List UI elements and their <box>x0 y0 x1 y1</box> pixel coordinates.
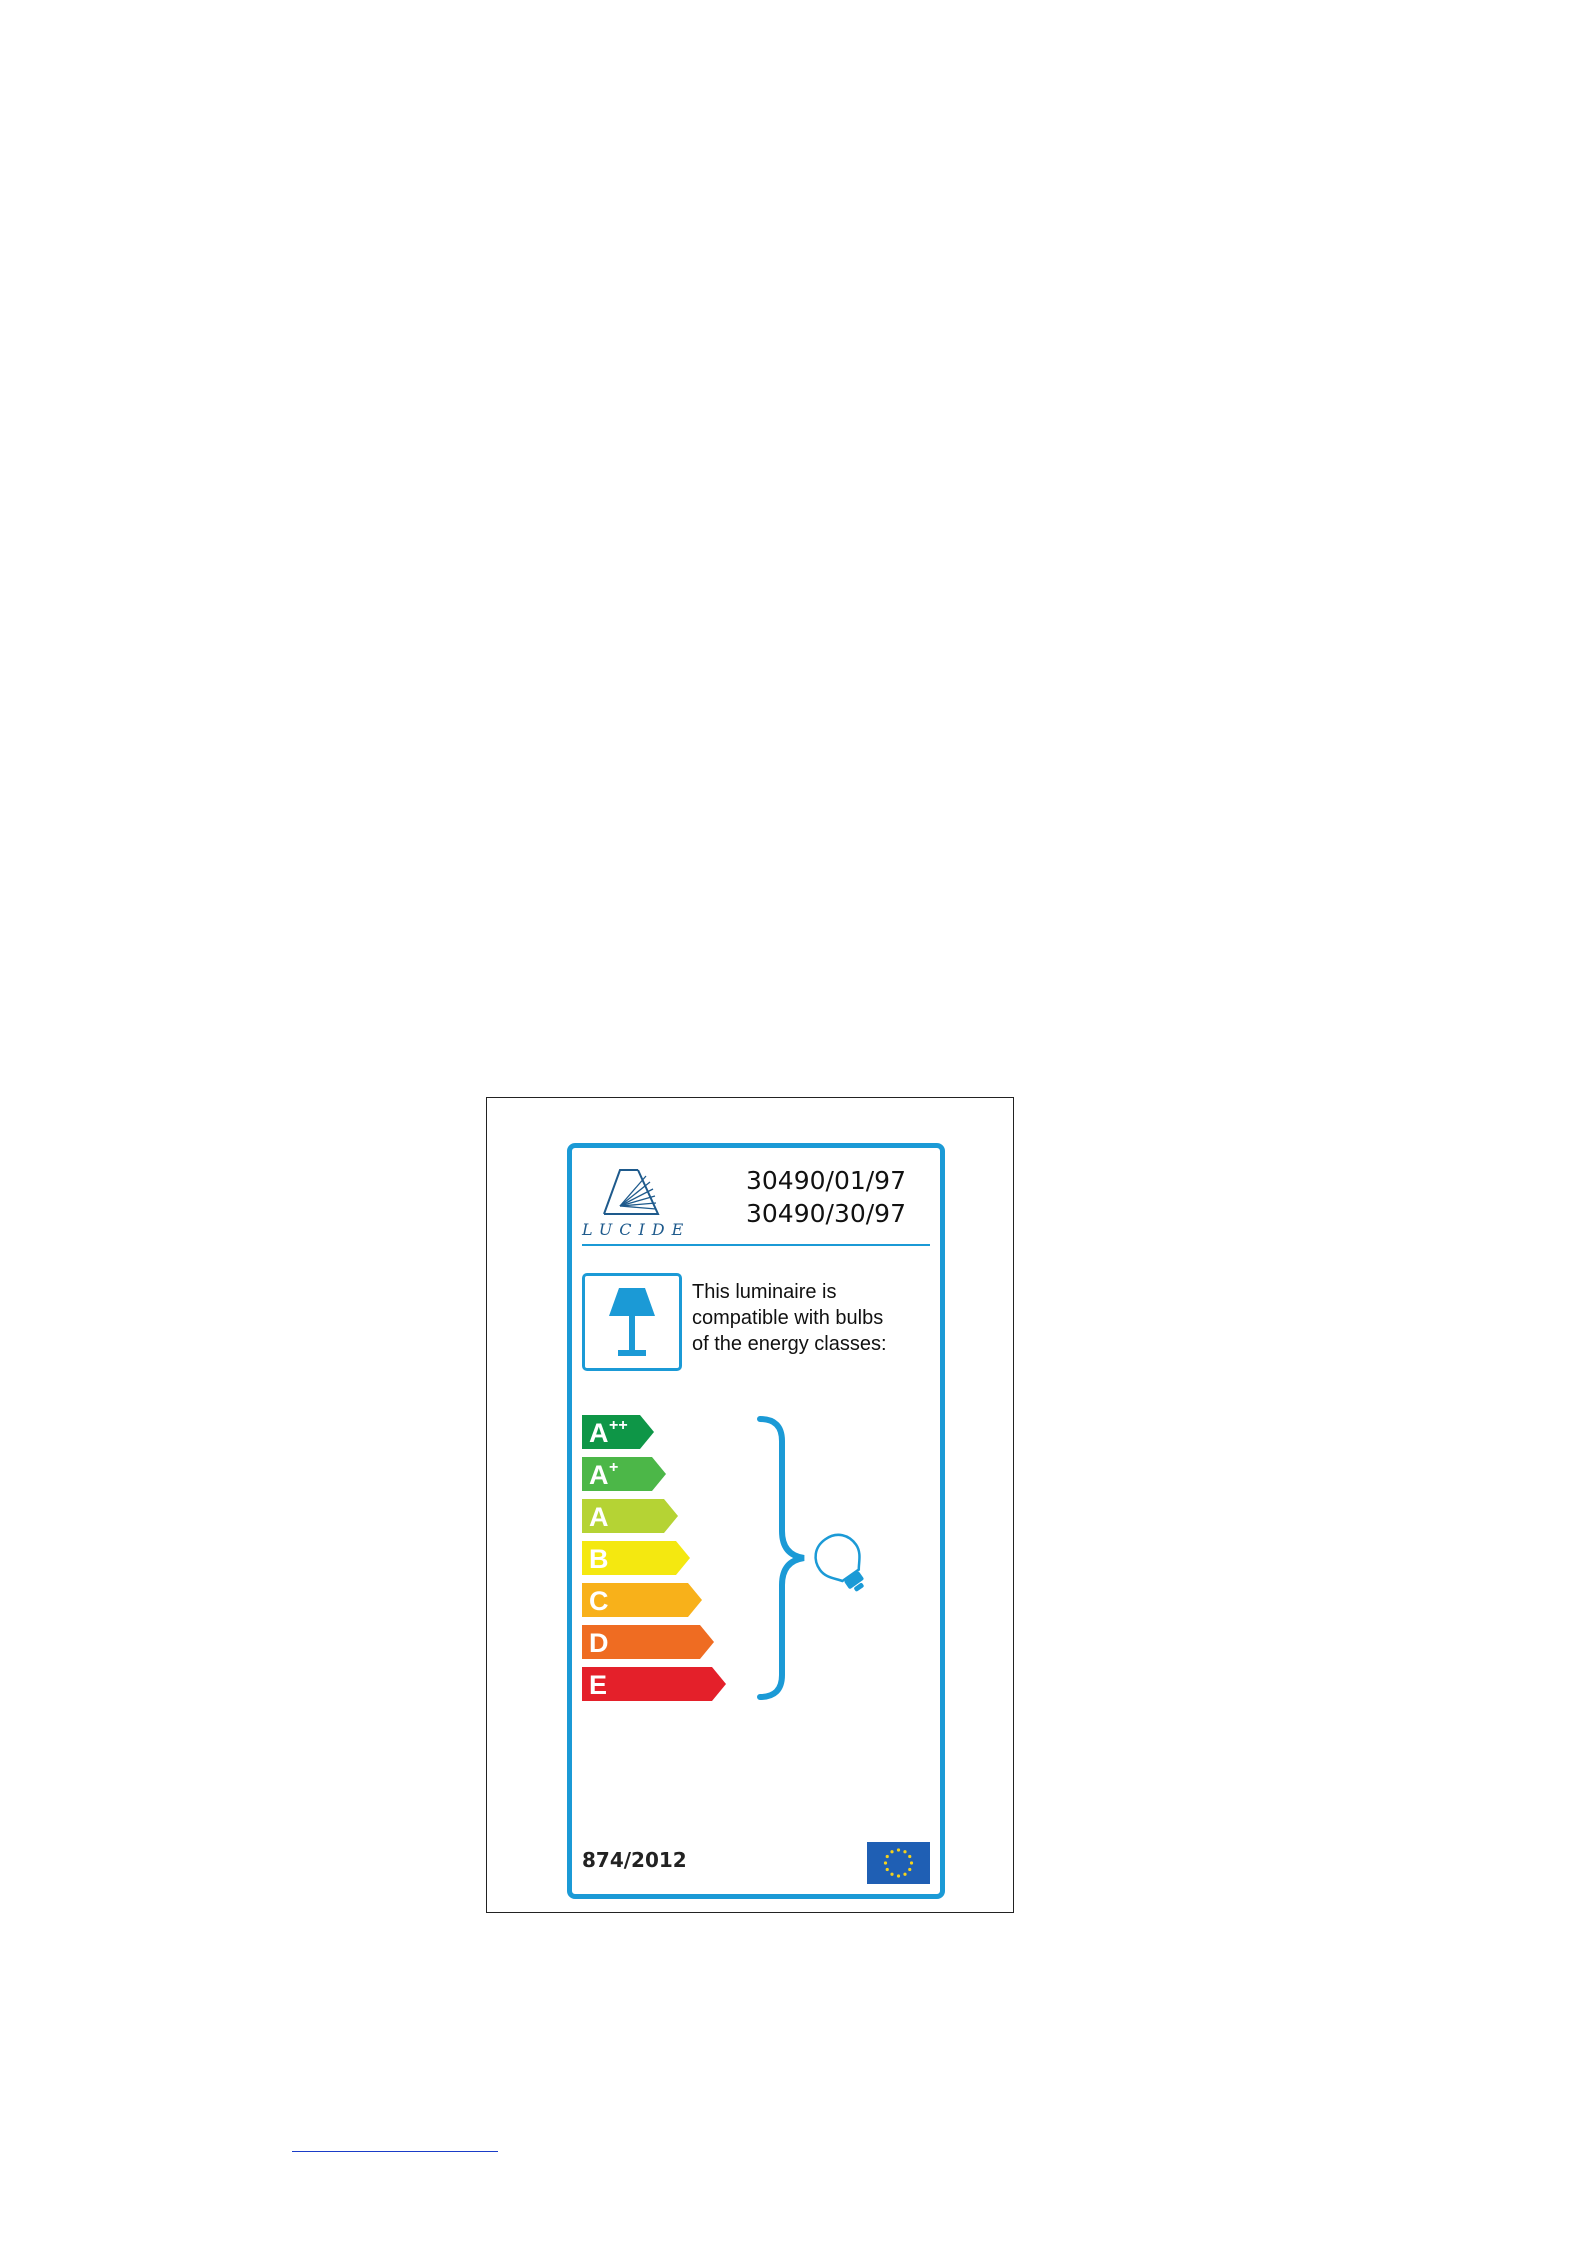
eu-star <box>884 1861 887 1864</box>
energy-class-ap <box>582 1457 666 1491</box>
eu-star <box>908 1855 911 1858</box>
header-divider <box>582 1244 930 1246</box>
svg-text:+: + <box>609 1459 619 1476</box>
eu-star <box>886 1855 889 1858</box>
compatibility-line: This luminaire is <box>692 1281 837 1303</box>
svg-text:E: E <box>589 1670 608 1700</box>
lucide-logo-icon <box>580 1162 691 1239</box>
regulation-number: 874/2012 <box>582 1848 687 1872</box>
table-lamp-icon <box>582 1273 682 1371</box>
svg-text:++: ++ <box>609 1417 628 1434</box>
energy-label-frame <box>486 1097 1014 1913</box>
compatibility-line: compatible with bulbs <box>692 1307 884 1329</box>
svg-text:A: A <box>589 1502 609 1532</box>
energy-label <box>567 1143 945 1899</box>
eu-star <box>903 1873 906 1876</box>
model-number: 30490/01/97 <box>746 1166 906 1195</box>
energy-class-scale <box>582 1413 752 1713</box>
compatibility-text <box>692 1279 932 1357</box>
energy-class-d <box>582 1625 714 1659</box>
svg-text:D: D <box>589 1628 609 1658</box>
svg-text:C: C <box>589 1586 609 1616</box>
compatibility-line: of the energy classes: <box>692 1333 887 1355</box>
eu-star <box>890 1873 893 1876</box>
energy-class-c <box>582 1583 702 1617</box>
eu-star <box>897 1848 900 1851</box>
model-number: 30490/30/97 <box>746 1199 906 1228</box>
eu-star <box>886 1868 889 1871</box>
eu-star <box>903 1850 906 1853</box>
curly-brace-icon <box>752 1413 812 1703</box>
energy-class-app <box>582 1415 654 1449</box>
light-bulb-icon <box>812 1528 872 1598</box>
eu-star <box>890 1850 893 1853</box>
svg-text:A: A <box>589 1418 609 1448</box>
svg-text:A: A <box>589 1460 609 1490</box>
energy-class-e <box>582 1667 726 1701</box>
eu-star <box>897 1874 900 1877</box>
eu-star <box>910 1861 913 1864</box>
eu-star <box>908 1868 911 1871</box>
energy-class-b <box>582 1541 690 1575</box>
svg-text:B: B <box>589 1544 609 1574</box>
hyperlink-underline[interactable] <box>292 2151 498 2152</box>
model-numbers <box>746 1164 906 1230</box>
eu-flag-icon <box>867 1842 930 1884</box>
brand-name: LUCIDE <box>582 1220 691 1239</box>
energy-class-a <box>582 1499 678 1533</box>
